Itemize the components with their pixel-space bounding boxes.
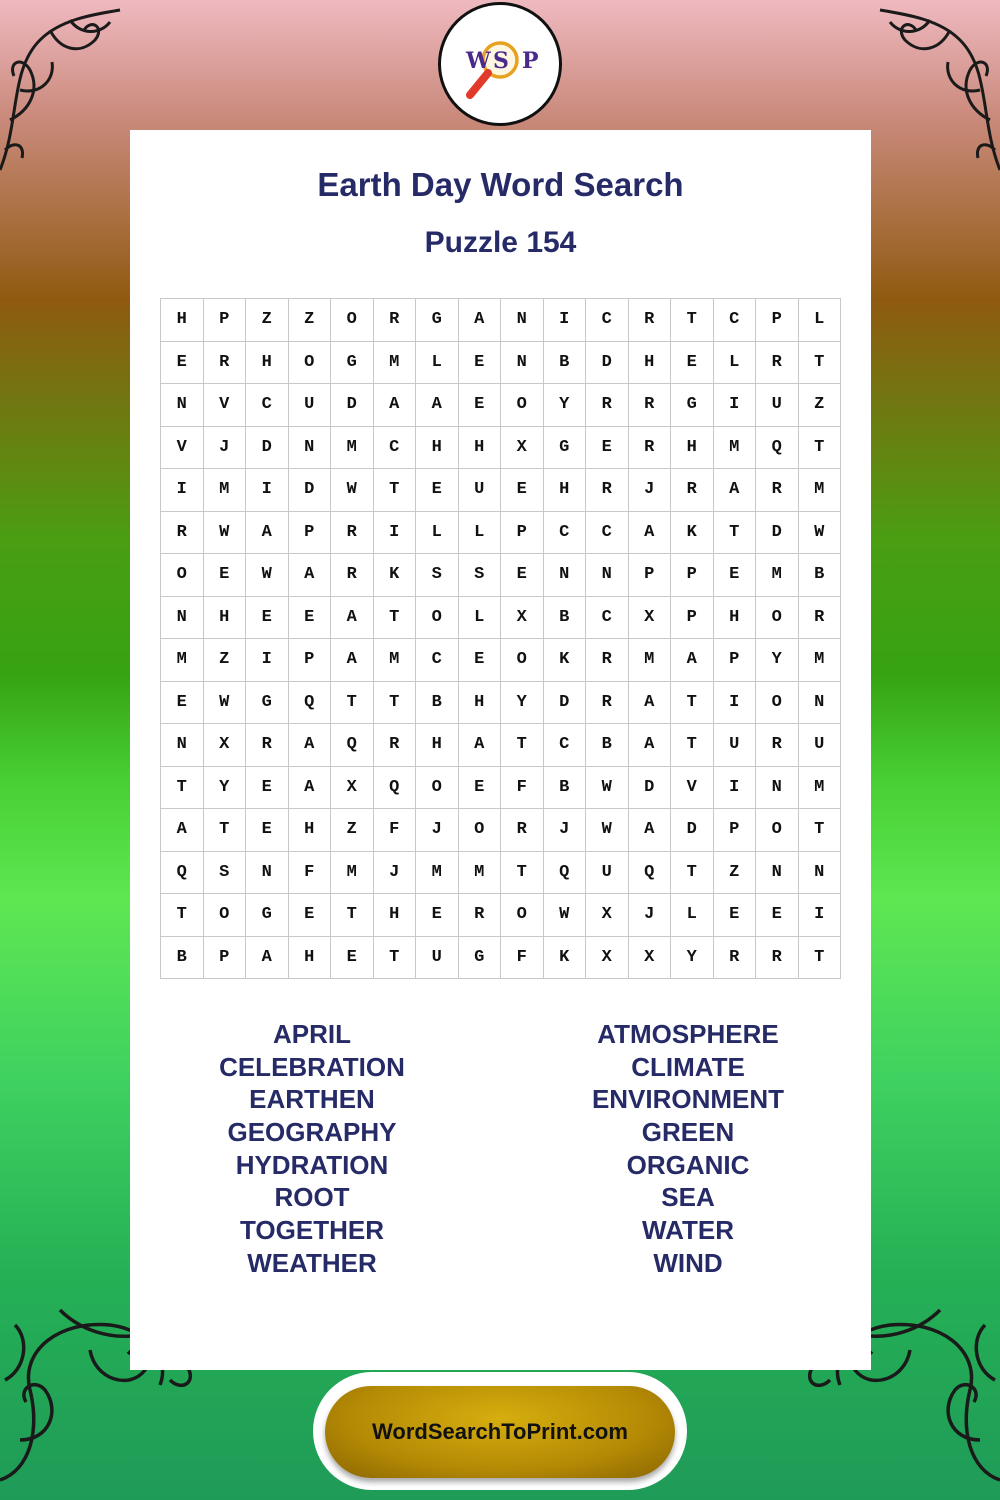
grid-cell[interactable]: Y [756, 639, 799, 682]
grid-cell[interactable]: T [374, 597, 417, 640]
word-list-item: ROOT [274, 1182, 350, 1213]
grid-cell[interactable]: R [331, 512, 374, 555]
grid-cell[interactable]: R [799, 597, 842, 640]
grid-cell[interactable]: A [459, 299, 502, 342]
grid-cell[interactable]: R [374, 299, 417, 342]
grid-cell[interactable]: D [671, 809, 714, 852]
grid-cell[interactable]: E [714, 554, 757, 597]
grid-cell[interactable]: A [246, 512, 289, 555]
magnifier-logo-icon [448, 12, 552, 116]
grid-cell[interactable]: W [586, 809, 629, 852]
grid-cell[interactable]: O [501, 894, 544, 937]
grid-cell[interactable]: P [204, 299, 247, 342]
grid-cell[interactable]: W [204, 512, 247, 555]
grid-cell[interactable]: B [799, 554, 842, 597]
grid-cell[interactable]: I [799, 894, 842, 937]
grid-cell[interactable]: S [204, 852, 247, 895]
word-list-item: WIND [653, 1247, 723, 1278]
puzzle-card [130, 130, 871, 1370]
grid-cell[interactable]: G [246, 682, 289, 725]
grid-cell[interactable]: H [161, 299, 204, 342]
grid-cell[interactable]: A [246, 937, 289, 980]
grid-cell[interactable]: T [204, 809, 247, 852]
grid-cell[interactable]: D [756, 512, 799, 555]
grid-cell[interactable]: H [671, 427, 714, 470]
grid-cell[interactable]: A [459, 724, 502, 767]
word-list-item: CLIMATE [631, 1051, 745, 1082]
grid-cell[interactable]: G [331, 342, 374, 385]
grid-cell[interactable]: N [586, 554, 629, 597]
grid-cell[interactable]: M [374, 639, 417, 682]
grid-cell[interactable]: L [799, 299, 842, 342]
grid-cell[interactable]: H [289, 937, 332, 980]
grid-cell[interactable]: G [459, 937, 502, 980]
grid-cell[interactable]: C [374, 427, 417, 470]
grid-cell[interactable]: R [586, 384, 629, 427]
grid-cell[interactable]: T [671, 299, 714, 342]
grid-cell[interactable]: I [714, 767, 757, 810]
word-list-item: EARTHEN [249, 1084, 375, 1115]
word-list-item: WEATHER [247, 1247, 377, 1278]
grid-cell[interactable]: E [246, 597, 289, 640]
grid-cell[interactable]: A [331, 639, 374, 682]
logo-letter-w: W [466, 48, 491, 74]
grid-cell[interactable]: D [331, 384, 374, 427]
grid-cell[interactable]: O [756, 809, 799, 852]
word-list-item: TOGETHER [240, 1215, 384, 1246]
grid-cell[interactable]: D [586, 342, 629, 385]
grid-cell[interactable]: Q [161, 852, 204, 895]
grid-cell[interactable]: E [459, 767, 502, 810]
grid-cell[interactable]: H [374, 894, 417, 937]
grid-cell[interactable]: X [501, 427, 544, 470]
grid-cell[interactable]: H [204, 597, 247, 640]
grid-cell[interactable]: D [544, 682, 587, 725]
grid-cell[interactable]: J [204, 427, 247, 470]
grid-cell[interactable]: C [246, 384, 289, 427]
grid-cell[interactable]: U [714, 724, 757, 767]
grid-cell[interactable]: R [756, 937, 799, 980]
grid-cell[interactable]: U [289, 384, 332, 427]
grid-cell[interactable]: Q [544, 852, 587, 895]
grid-cell[interactable]: I [714, 682, 757, 725]
grid-cell[interactable]: O [416, 597, 459, 640]
grid-cell[interactable]: M [799, 767, 842, 810]
grid-cell[interactable]: L [459, 512, 502, 555]
grid-cell[interactable]: R [586, 682, 629, 725]
grid-cell[interactable]: P [289, 639, 332, 682]
grid-cell[interactable]: P [629, 554, 672, 597]
grid-cell[interactable]: I [544, 299, 587, 342]
grid-cell[interactable]: E [289, 894, 332, 937]
letter-grid [160, 298, 841, 979]
grid-cell[interactable]: N [289, 427, 332, 470]
grid-cell[interactable]: N [501, 342, 544, 385]
grid-cell[interactable]: A [416, 384, 459, 427]
word-list-item: ENVIRONMENT [591, 1084, 785, 1115]
grid-cell[interactable]: F [374, 809, 417, 852]
grid-cell[interactable]: E [714, 894, 757, 937]
grid-cell[interactable]: H [246, 342, 289, 385]
grid-cell[interactable]: E [416, 894, 459, 937]
grid-cell[interactable]: A [161, 809, 204, 852]
grid-cell[interactable]: L [671, 894, 714, 937]
grid-cell[interactable]: X [629, 937, 672, 980]
grid-cell[interactable]: H [459, 682, 502, 725]
grid-cell[interactable]: N [756, 767, 799, 810]
grid-cell[interactable]: V [671, 767, 714, 810]
grid-cell[interactable]: R [459, 894, 502, 937]
grid-cell[interactable]: J [416, 809, 459, 852]
grid-cell[interactable]: A [289, 554, 332, 597]
grid-cell[interactable]: L [416, 512, 459, 555]
grid-cell[interactable]: R [629, 299, 672, 342]
grid-cell[interactable]: A [289, 724, 332, 767]
grid-cell[interactable]: R [629, 427, 672, 470]
grid-cell[interactable]: I [374, 512, 417, 555]
logo-letter-s: S [493, 48, 509, 74]
grid-cell[interactable]: H [544, 469, 587, 512]
grid-cell[interactable]: V [161, 427, 204, 470]
word-list-item: CELEBRATION [219, 1051, 405, 1082]
grid-cell[interactable]: F [501, 767, 544, 810]
grid-cell[interactable]: P [289, 512, 332, 555]
wsp-logo[interactable] [438, 2, 562, 126]
grid-cell[interactable]: K [544, 639, 587, 682]
grid-cell[interactable]: N [161, 384, 204, 427]
grid-cell[interactable]: H [416, 427, 459, 470]
grid-cell[interactable]: M [204, 469, 247, 512]
grid-cell[interactable]: E [501, 469, 544, 512]
grid-cell[interactable]: Q [756, 427, 799, 470]
grid-cell[interactable]: W [246, 554, 289, 597]
grid-cell[interactable]: C [586, 512, 629, 555]
grid-cell[interactable]: X [586, 894, 629, 937]
grid-cell[interactable]: E [204, 554, 247, 597]
grid-cell[interactable]: Z [246, 299, 289, 342]
grid-cell[interactable]: T [714, 512, 757, 555]
word-list-item: SEA [661, 1182, 715, 1213]
grid-cell[interactable]: T [374, 682, 417, 725]
grid-cell[interactable]: X [586, 937, 629, 980]
grid-cell[interactable]: G [671, 384, 714, 427]
grid-cell[interactable]: C [586, 597, 629, 640]
grid-cell[interactable]: A [629, 724, 672, 767]
grid-cell[interactable]: U [756, 384, 799, 427]
grid-cell[interactable]: C [544, 512, 587, 555]
grid-cell[interactable]: M [459, 852, 502, 895]
grid-cell[interactable]: N [501, 299, 544, 342]
grid-cell[interactable]: E [331, 937, 374, 980]
word-list-right [538, 1018, 838, 1280]
grid-cell[interactable]: M [629, 639, 672, 682]
grid-cell[interactable]: Q [331, 724, 374, 767]
grid-cell[interactable]: C [586, 299, 629, 342]
grid-cell[interactable]: Q [629, 852, 672, 895]
grid-cell[interactable]: M [416, 852, 459, 895]
grid-cell[interactable]: Q [289, 682, 332, 725]
grid-cell[interactable]: K [374, 554, 417, 597]
grid-cell[interactable]: X [204, 724, 247, 767]
grid-cell[interactable]: H [416, 724, 459, 767]
grid-cell[interactable]: A [629, 809, 672, 852]
grid-cell[interactable]: D [289, 469, 332, 512]
grid-cell[interactable]: L [416, 342, 459, 385]
grid-cell[interactable]: P [671, 597, 714, 640]
grid-cell[interactable]: S [416, 554, 459, 597]
grid-cell[interactable]: A [629, 512, 672, 555]
grid-cell[interactable]: E [246, 767, 289, 810]
grid-cell[interactable]: O [501, 384, 544, 427]
word-list-item: ATMOSPHERE [597, 1019, 779, 1049]
grid-cell[interactable]: U [416, 937, 459, 980]
grid-cell[interactable]: R [586, 469, 629, 512]
grid-cell[interactable]: Z [714, 852, 757, 895]
grid-cell[interactable]: S [459, 554, 502, 597]
grid-cell[interactable]: T [161, 894, 204, 937]
grid-cell[interactable]: T [799, 937, 842, 980]
grid-cell[interactable]: D [629, 767, 672, 810]
grid-cell[interactable]: R [629, 384, 672, 427]
grid-cell[interactable]: O [416, 767, 459, 810]
grid-cell[interactable]: E [289, 597, 332, 640]
grid-cell[interactable]: H [289, 809, 332, 852]
grid-cell[interactable]: R [714, 937, 757, 980]
grid-cell[interactable]: T [671, 682, 714, 725]
grid-cell[interactable]: N [246, 852, 289, 895]
grid-cell[interactable]: Z [331, 809, 374, 852]
grid-cell[interactable]: R [204, 342, 247, 385]
grid-cell[interactable]: M [161, 639, 204, 682]
grid-cell[interactable]: T [799, 427, 842, 470]
grid-cell[interactable]: I [161, 469, 204, 512]
grid-cell[interactable]: P [671, 554, 714, 597]
grid-cell[interactable]: T [374, 469, 417, 512]
grid-cell[interactable]: P [756, 299, 799, 342]
grid-cell[interactable]: R [161, 512, 204, 555]
grid-cell[interactable]: B [161, 937, 204, 980]
grid-cell[interactable]: W [544, 894, 587, 937]
grid-cell[interactable]: E [459, 384, 502, 427]
grid-cell[interactable]: B [586, 724, 629, 767]
grid-cell[interactable]: E [586, 427, 629, 470]
grid-cell[interactable]: T [671, 724, 714, 767]
word-list-item: ORGANIC [626, 1149, 750, 1180]
grid-cell[interactable]: E [501, 554, 544, 597]
grid-cell[interactable]: H [714, 597, 757, 640]
logo-letter-p: P [522, 48, 539, 74]
grid-cell[interactable]: O [204, 894, 247, 937]
grid-cell[interactable]: C [544, 724, 587, 767]
grid-cell[interactable]: T [501, 724, 544, 767]
grid-cell[interactable]: G [544, 427, 587, 470]
grid-cell[interactable]: R [671, 469, 714, 512]
grid-cell[interactable]: M [331, 852, 374, 895]
grid-cell[interactable]: Z [204, 639, 247, 682]
grid-cell[interactable]: O [289, 342, 332, 385]
grid-cell[interactable]: T [799, 809, 842, 852]
grid-cell[interactable]: A [714, 469, 757, 512]
word-list-item: WATER [642, 1215, 734, 1246]
grid-cell[interactable]: W [799, 512, 842, 555]
grid-cell[interactable]: Q [374, 767, 417, 810]
grid-cell[interactable]: E [459, 639, 502, 682]
grid-cell[interactable]: W [331, 469, 374, 512]
grid-cell[interactable]: T [331, 894, 374, 937]
grid-cell[interactable]: I [246, 469, 289, 512]
grid-cell[interactable]: U [586, 852, 629, 895]
grid-cell[interactable]: T [671, 852, 714, 895]
website-link-button[interactable]: WordSearchToPrint.com [325, 1386, 675, 1478]
grid-cell[interactable]: B [544, 767, 587, 810]
grid-cell[interactable]: P [501, 512, 544, 555]
grid-cell[interactable]: J [629, 894, 672, 937]
grid-cell[interactable]: K [671, 512, 714, 555]
grid-cell[interactable]: R [756, 469, 799, 512]
grid-cell[interactable]: M [756, 554, 799, 597]
word-list-left [162, 1018, 462, 1280]
grid-cell[interactable]: O [161, 554, 204, 597]
grid-cell[interactable]: E [756, 894, 799, 937]
grid-cell[interactable]: M [799, 639, 842, 682]
grid-cell[interactable]: C [714, 299, 757, 342]
grid-cell[interactable]: L [714, 342, 757, 385]
grid-cell[interactable]: J [374, 852, 417, 895]
grid-cell[interactable]: R [586, 639, 629, 682]
grid-cell[interactable]: G [246, 894, 289, 937]
grid-cell[interactable]: W [586, 767, 629, 810]
puzzle-number: Puzzle 154 [424, 226, 577, 259]
grid-cell[interactable]: N [799, 852, 842, 895]
grid-cell[interactable]: P [204, 937, 247, 980]
grid-cell[interactable]: J [544, 809, 587, 852]
grid-cell[interactable]: E [416, 469, 459, 512]
grid-cell[interactable]: M [331, 427, 374, 470]
word-list-item: HYDRATION [235, 1149, 389, 1180]
grid-cell[interactable]: M [799, 469, 842, 512]
grid-cell[interactable]: O [756, 682, 799, 725]
grid-cell[interactable]: A [331, 597, 374, 640]
grid-cell[interactable]: G [416, 299, 459, 342]
grid-cell[interactable]: A [629, 682, 672, 725]
grid-cell[interactable]: M [374, 342, 417, 385]
grid-cell[interactable]: R [331, 554, 374, 597]
grid-cell[interactable]: N [161, 724, 204, 767]
grid-cell[interactable]: Y [204, 767, 247, 810]
grid-cell[interactable]: N [161, 597, 204, 640]
grid-cell[interactable]: T [161, 767, 204, 810]
grid-cell[interactable]: J [629, 469, 672, 512]
grid-cell[interactable]: I [714, 384, 757, 427]
grid-cell[interactable]: B [416, 682, 459, 725]
grid-cell[interactable]: F [501, 937, 544, 980]
grid-cell[interactable]: E [246, 809, 289, 852]
grid-cell[interactable]: C [416, 639, 459, 682]
grid-cell[interactable]: R [501, 809, 544, 852]
grid-cell[interactable]: U [459, 469, 502, 512]
word-list-item: GEOGRAPHY [227, 1117, 397, 1148]
grid-cell[interactable]: B [544, 342, 587, 385]
word-list-item: APRIL [273, 1019, 351, 1049]
page-title: Earth Day Word Search [317, 166, 684, 203]
grid-cell[interactable]: L [459, 597, 502, 640]
grid-cell[interactable]: P [714, 809, 757, 852]
grid-cell[interactable]: E [459, 342, 502, 385]
footer-pill [313, 1372, 687, 1490]
grid-cell[interactable]: I [246, 639, 289, 682]
grid-cell[interactable]: X [331, 767, 374, 810]
grid-cell[interactable]: O [501, 639, 544, 682]
grid-cell[interactable]: R [374, 724, 417, 767]
grid-cell[interactable]: R [756, 342, 799, 385]
grid-cell[interactable]: O [331, 299, 374, 342]
grid-cell[interactable]: H [629, 342, 672, 385]
grid-cell[interactable]: N [799, 682, 842, 725]
grid-cell[interactable]: U [799, 724, 842, 767]
grid-cell[interactable]: E [161, 682, 204, 725]
grid-cell[interactable]: E [161, 342, 204, 385]
grid-cell[interactable]: X [629, 597, 672, 640]
grid-cell[interactable]: Z [799, 384, 842, 427]
grid-cell[interactable]: T [374, 937, 417, 980]
grid-cell[interactable]: O [756, 597, 799, 640]
grid-cell[interactable]: R [756, 724, 799, 767]
grid-cell[interactable]: Y [671, 937, 714, 980]
word-list-item: GREEN [641, 1117, 735, 1148]
grid-cell[interactable]: T [799, 342, 842, 385]
grid-cell[interactable]: B [544, 597, 587, 640]
corner-flourish-top-left [0, 0, 140, 180]
corner-flourish-top-right [860, 0, 1000, 180]
grid-cell[interactable]: X [501, 597, 544, 640]
grid-cell[interactable]: A [374, 384, 417, 427]
grid-cell[interactable]: M [714, 427, 757, 470]
grid-cell[interactable]: F [289, 852, 332, 895]
grid-cell[interactable]: N [756, 852, 799, 895]
grid-cell[interactable]: A [671, 639, 714, 682]
grid-cell[interactable]: Y [544, 384, 587, 427]
grid-cell[interactable]: K [544, 937, 587, 980]
grid-cell[interactable]: P [714, 639, 757, 682]
grid-cell[interactable]: T [501, 852, 544, 895]
grid-cell[interactable]: Z [289, 299, 332, 342]
grid-cell[interactable]: H [459, 427, 502, 470]
grid-cell[interactable]: N [544, 554, 587, 597]
grid-cell[interactable]: D [246, 427, 289, 470]
grid-cell[interactable]: V [204, 384, 247, 427]
grid-cell[interactable]: A [289, 767, 332, 810]
grid-cell[interactable]: R [246, 724, 289, 767]
grid-cell[interactable]: Y [501, 682, 544, 725]
grid-cell[interactable]: O [459, 809, 502, 852]
grid-cell[interactable]: E [671, 342, 714, 385]
grid-cell[interactable]: W [204, 682, 247, 725]
grid-cell[interactable]: T [331, 682, 374, 725]
